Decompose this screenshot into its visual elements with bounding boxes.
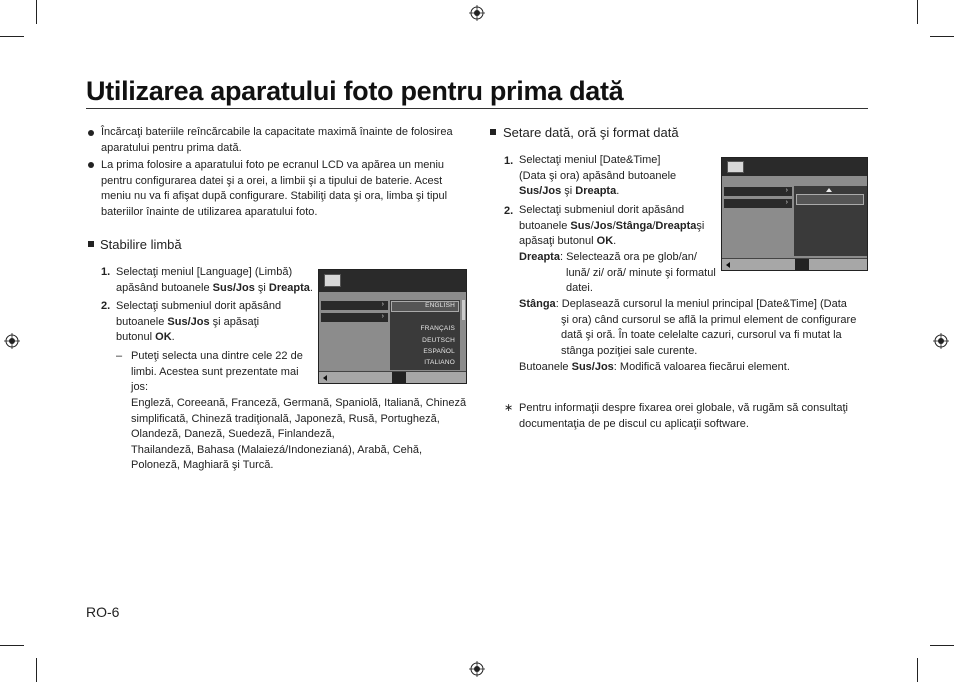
bullet-text: La prima folosire a aparatului foto pe ecranul LCD va apărea un meniu pentru configurarea datei şi a orei, a limbii şi a tipului de baterie. Acest meniu nu va fi afişat după configurare. Stabiliţi data şi ora, limba şi tipul bateriilor înainte de utilizarea aparatului foto. <box>101 159 448 218</box>
languages-list: Engleză, Coreeană, Franceză, Germană, Spaniolă, Italiană, Chineză simplificată, Chineză tradiţională, Japoneză, Rusă, Portugheză, Olandeză, Daneză, Suedeză, Finlandeză, Thailandeză, Bahasa (Malaiezá/Indonezianá), Arabă, Cehă, Poloneză, Maghiară şi Turcă. <box>131 397 467 472</box>
step-number: 1. <box>504 155 514 167</box>
bullet-icon <box>88 130 94 136</box>
bullet-text: Încărcaţi bateriile reîncărcabile la capacitate maximă înainte de folosirea aparatului pentru prima dată. <box>101 126 453 154</box>
registration-mark-icon <box>469 5 485 21</box>
setup-icon <box>324 274 341 287</box>
arrow-left-icon <box>323 375 327 381</box>
note-mark: ∗ <box>504 402 514 414</box>
page-title: Utilizarea aparatului foto pentru prima dată <box>86 76 624 106</box>
lcd-menu-row <box>724 199 792 208</box>
lcd-option: ENGLISH <box>425 302 455 309</box>
crop-mark <box>36 658 37 682</box>
lcd-datetime-screen <box>721 157 868 271</box>
lcd-bottom-indicator <box>795 259 809 270</box>
lcd-option: DEUTSCH <box>422 337 455 344</box>
registration-mark-icon <box>469 661 485 677</box>
page-number: RO-6 <box>86 604 120 620</box>
section-heading-date: Setare dată, oră şi format dată <box>503 125 679 140</box>
crop-mark <box>0 36 24 37</box>
step-text: Selectaţi submeniul dorit apăsând butoanele Sus/Jos/Stânga/Dreaptaşi apăsaţi butonul OK. <box>519 204 705 248</box>
registration-mark-icon <box>933 333 949 349</box>
lcd-menu-row <box>321 313 388 322</box>
setup-icon <box>727 161 744 173</box>
lcd-menu-row <box>724 187 792 196</box>
section-heading-language: Stabilire limbă <box>100 237 182 252</box>
arrow-left-icon <box>726 262 730 268</box>
crop-mark <box>0 645 24 646</box>
lcd-option: FRANÇAIS <box>420 325 455 332</box>
crop-mark <box>930 36 954 37</box>
lcd-scrollbar <box>462 300 465 320</box>
crop-mark <box>36 0 37 24</box>
chevron-up-icon <box>826 188 832 192</box>
square-bullet-icon <box>88 241 94 247</box>
square-bullet-icon <box>490 129 496 135</box>
chevron-right-icon: › <box>785 187 788 194</box>
stanga-description: Stânga: Deplasează cursorul la meniul principal [Date&Time] (Data şi ora) când cursorul se află la primul element de configurare dată şi oră. În toate celelalte cazuri, cursorul va fi mutat la stânga poziţiei sale curente. <box>519 298 857 357</box>
step-text: Selectaţi submeniul dorit apăsând butoanele Sus/Jos şi apăsaţi butonul OK. <box>116 300 282 344</box>
title-rule <box>86 108 868 109</box>
step-number: 2. <box>504 205 514 217</box>
step-number: 2. <box>101 300 111 312</box>
lcd-bottom-indicator <box>392 372 406 383</box>
lcd-option: ITALIANO <box>424 359 455 366</box>
registration-mark-icon <box>4 333 20 349</box>
step-number: 1. <box>101 266 111 278</box>
chevron-right-icon: › <box>381 301 384 308</box>
chevron-right-icon: › <box>785 199 788 206</box>
note-text: Pentru informaţii despre fixarea orei globale, vă rugăm să consultaţi documentaţia de pe discul cu aplicaţii software. <box>519 402 848 430</box>
dash-marker: – <box>116 350 123 362</box>
step-text: Selectaţi meniul [Language] (Limbă) apăsând butoanele Sus/Jos şi Dreapta. <box>116 266 313 294</box>
crop-mark <box>917 658 918 682</box>
crop-mark <box>917 0 918 24</box>
lcd-selected-option <box>796 194 864 205</box>
butoanele-description: Butoanele Sus/Jos: Modifică valoarea fiecărui element. <box>519 361 790 373</box>
crop-mark <box>930 645 954 646</box>
lcd-menu-bar <box>319 270 466 292</box>
dreapta-description: Dreapta: Selectează ora pe glob/an/ lună/ zi/ oră/ minute şi formatul datei. <box>519 251 716 295</box>
bullet-icon <box>88 162 94 168</box>
lcd-language-screen <box>318 269 467 384</box>
lcd-option: ESPAÑOL <box>423 348 455 355</box>
chevron-right-icon: › <box>381 313 384 320</box>
step-text: Selectaţi meniul [Date&Time] (Data şi ora) apăsând butoanele Sus/Jos şi Dreapta. <box>519 154 677 198</box>
dash-text: Puteţi selecta una dintre cele 22 de limbi. Acestea sunt prezentate mai jos: <box>131 350 303 394</box>
lcd-menu-row <box>321 301 388 310</box>
